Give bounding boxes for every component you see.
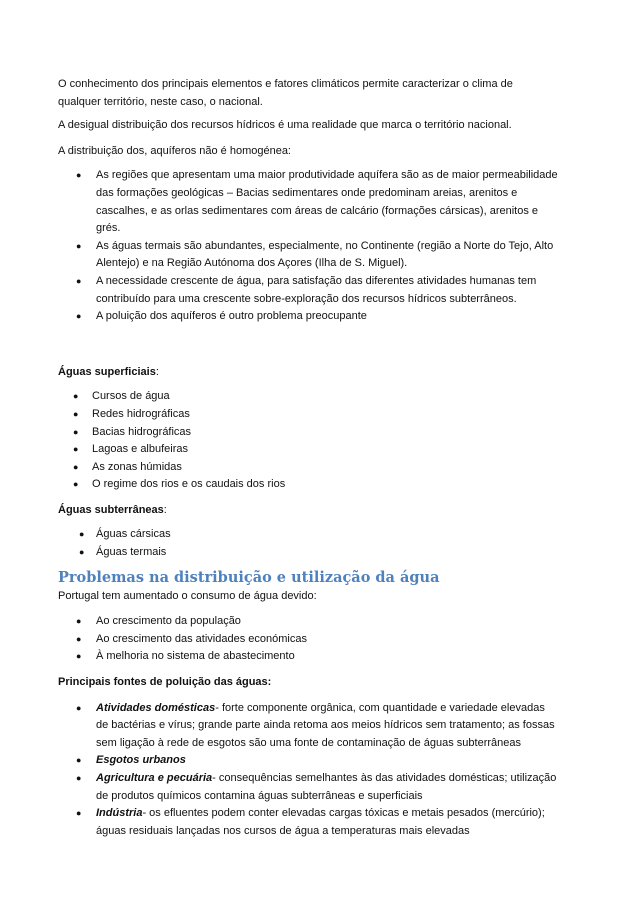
bullet-icon: ● [73, 479, 79, 490]
groundwater-list [58, 526, 558, 561]
list-item: ● Águas termais [58, 544, 558, 562]
bullet-icon: ● [73, 391, 79, 402]
list-item: ● Ao crescimento da população [58, 613, 558, 631]
list-item: ● Ao crescimento das atividades económicas [58, 631, 558, 649]
bullet-icon: ● [76, 755, 82, 766]
list-item: ● O regime dos rios e os caudais dos rios [58, 476, 558, 494]
list-item: ● A necessidade crescente de água, para satisfação das diferentes atividades humanas tem contribuído para uma crescente sobre-exploração dos recursos hídricos subterrâneos. [76, 274, 537, 305]
intro-paragraph: O conhecimento dos principais elementos e fatores climáticos permite caracterizar o clima de qualquer território, neste caso, o nacional. [58, 78, 513, 108]
bullet-icon: ● [73, 408, 79, 419]
surface-water-list [58, 388, 558, 494]
pollution-list [58, 700, 558, 841]
bullet-icon: ● [73, 426, 79, 437]
bullet-icon: ● [76, 633, 82, 644]
distribution-paragraph: A desigual distribuição dos recursos hídricos é uma realidade que marca o território nacional. [58, 119, 512, 132]
pollution-heading: Principais fontes de poluição das águas: [58, 676, 272, 689]
list-item: ● A poluição dos aquíferos é outro problema preocupante [58, 308, 558, 326]
list-item: ● As zonas húmidas [58, 459, 558, 477]
list-item: ● Bacias hidrográficas [58, 424, 558, 442]
aquifer-list [58, 167, 558, 325]
bullet-icon: ● [76, 808, 82, 819]
bullet-icon: ● [76, 275, 82, 286]
section-title: Problemas na distribuição e utilização da água [58, 568, 440, 586]
list-item: ● Indústria- os efluentes podem conter elevadas cargas tóxicas e metais pesados (mercúrio); águas residuais lançadas nos cursos de água a temperaturas mais elevadas [76, 807, 545, 837]
list-item: ● Atividades domésticas- forte componente orgânica, com quantidade e variedade elevadas de bactérias e vírus; grande parte ainda retoma aos meios hídricos sem tratamento; as fossas sem ligação à rede de esgotos são uma fonte de contaminação de águas subterrâneas [76, 701, 555, 749]
list-item: ● Redes hidrográficas [58, 406, 558, 424]
bullet-icon: ● [73, 444, 79, 455]
bullet-icon: ● [76, 311, 82, 322]
list-item: ● À melhoria no sistema de abastecimento [58, 648, 558, 666]
bullet-icon: ● [76, 773, 82, 783]
consumption-list [58, 613, 558, 666]
bullet-icon: ● [76, 240, 82, 251]
bullet-icon: ● [76, 702, 82, 713]
list-item: ● Águas cársicas [58, 526, 558, 544]
bullet-icon: ● [76, 170, 82, 181]
bullet-icon: ● [79, 547, 85, 558]
list-item: ● Lagoas e albufeiras [58, 441, 558, 459]
surface-water-heading: Águas superficiais: [58, 365, 159, 378]
bullet-icon: ● [76, 651, 82, 662]
bullet-icon: ● [76, 616, 82, 627]
groundwater-heading: Águas subterrâneas: [58, 503, 167, 516]
list-item: ● As águas termais são abundantes, especialmente, no Continente (região a Norte do Tejo, Alto Alentejo) e na Região Autónoma dos Açores (Ilha de S. Miguel). [76, 239, 554, 270]
aquifer-intro: A distribuição dos, aquíferos não é homogénea: [58, 144, 291, 157]
list-item: ● Esgotos urbanos [58, 752, 558, 770]
bullet-icon: ● [73, 461, 79, 472]
list-item: ● As regiões que apresentam uma maior produtividade aquífera são as de maior permeabilidade das formações geológicas – Bacias sedimentares onde predominam areias, arenitos e cascalhes, e as orlas sedimentares com áreas de calcário (formações cársicas), arenitos e grés. [76, 169, 558, 235]
consumption-intro: Portugal tem aumentado o consumo de água devido: [58, 589, 317, 602]
document-page [58, 76, 558, 840]
list-item: ● Agricultura e pecuária- consequências semelhantes às das atividades domésticas; utilização de produtos químicos contamina águas subterrâneas e superficiais [76, 772, 557, 802]
bullet-icon: ● [79, 529, 85, 540]
list-item: ● Cursos de água [58, 388, 558, 406]
